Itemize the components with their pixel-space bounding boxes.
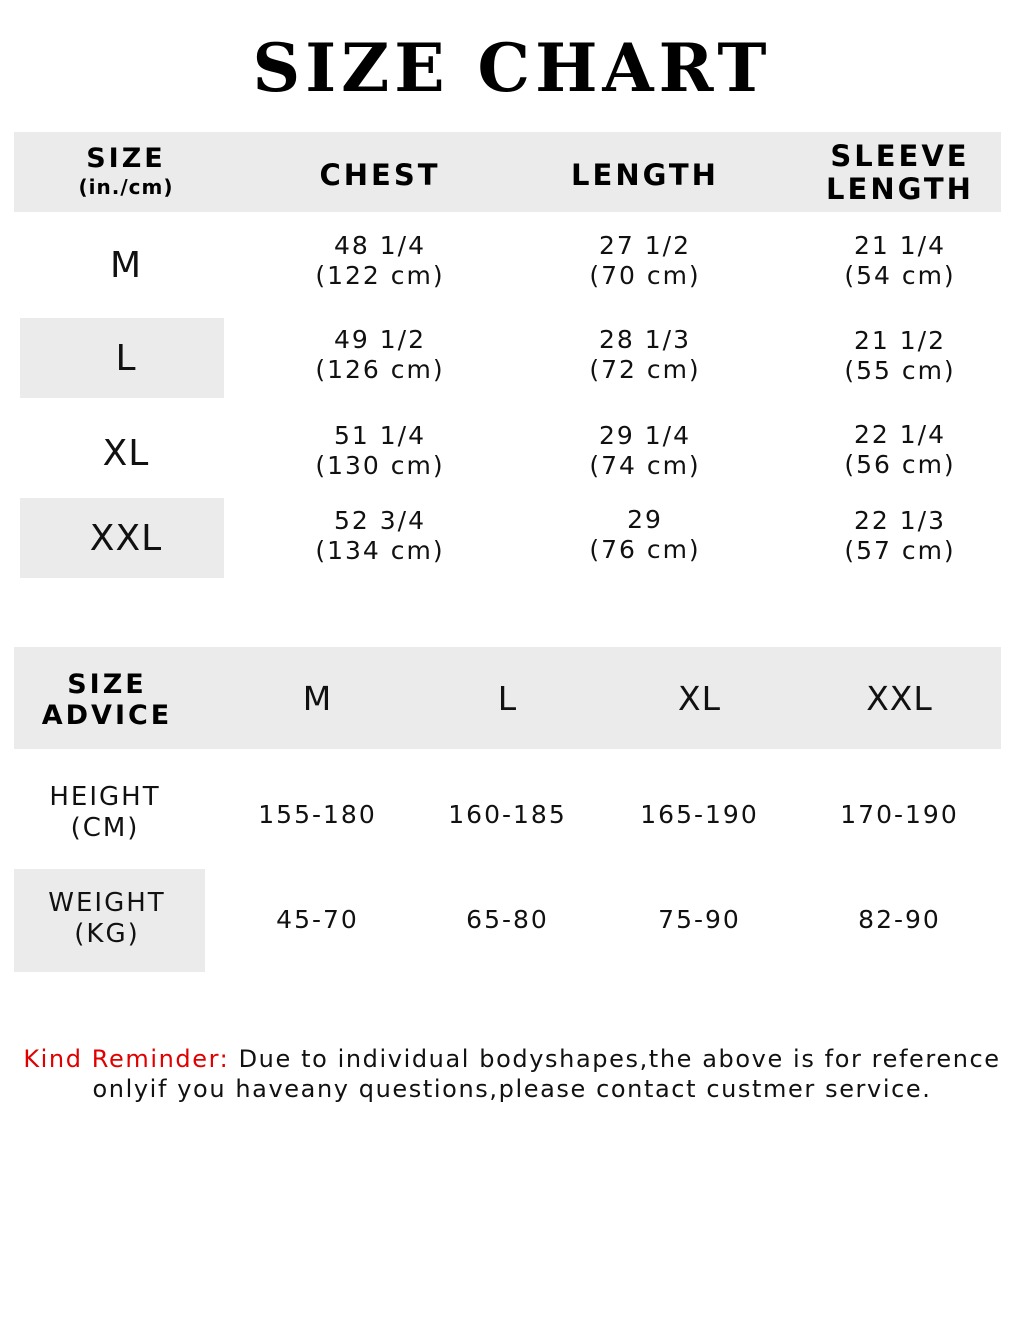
- weight-cell-m: 45-70: [276, 905, 359, 934]
- advice-size-xxl: XXL: [866, 678, 933, 718]
- size-column-header: [20, 140, 232, 204]
- chest-cell-m: 48 1/4 (122 cm): [315, 231, 445, 290]
- size-cell-xl: XL: [102, 432, 150, 474]
- size-header-label: SIZE: [86, 143, 166, 174]
- kind-reminder-label: Kind Reminder:: [23, 1045, 230, 1073]
- kind-reminder-note: [0, 1044, 1024, 1104]
- advice-size-m: M: [302, 678, 333, 718]
- sleeve-length-column-header: SLEEVE LENGTH: [826, 139, 974, 206]
- sleeve-cell-xl: 22 1/4 (56 cm): [844, 420, 956, 479]
- sleeve-cell-l: 21 1/2 (55 cm): [844, 326, 956, 385]
- length-column-header: LENGTH: [571, 158, 719, 192]
- size-cell-xxl: XXL: [89, 517, 163, 559]
- chest-cell-xxl: 52 3/4 (134 cm): [315, 506, 445, 565]
- height-cell-xxl: 170-190: [840, 800, 959, 829]
- height-cell-m: 155-180: [258, 800, 377, 829]
- length-cell-m: 27 1/2 (70 cm): [589, 231, 701, 290]
- chest-cell-l: 49 1/2 (126 cm): [315, 325, 445, 384]
- weight-row-label: WEIGHT (KG): [48, 888, 166, 949]
- page-title: SIZE CHART: [252, 29, 772, 107]
- weight-cell-l: 65-80: [466, 905, 549, 934]
- kind-reminder-line1: Due to individual bodyshapes,the above is for reference: [229, 1045, 1001, 1073]
- size-advice-header: SIZE ADVICE: [41, 669, 173, 731]
- chest-column-header: CHEST: [319, 158, 441, 192]
- weight-cell-xxl: 82-90: [858, 905, 941, 934]
- size-cell-m: M: [109, 244, 143, 286]
- height-cell-l: 160-185: [448, 800, 567, 829]
- length-cell-l: 28 1/3 (72 cm): [589, 325, 701, 384]
- height-row-label: HEIGHT (CM): [49, 782, 161, 843]
- kind-reminder-line2: onlyif you haveany questions,please contact custmer service.: [92, 1075, 932, 1103]
- advice-size-xl: XL: [678, 678, 721, 718]
- size-unit-label: (in./cm): [78, 175, 174, 199]
- length-cell-xl: 29 1/4 (74 cm): [589, 421, 701, 480]
- size-cell-l: L: [115, 337, 137, 379]
- sleeve-cell-m: 21 1/4 (54 cm): [844, 231, 956, 290]
- length-cell-xxl: 29 (76 cm): [589, 505, 701, 564]
- weight-cell-xl: 75-90: [658, 905, 741, 934]
- chest-cell-xl: 51 1/4 (130 cm): [315, 421, 445, 480]
- height-cell-xl: 165-190: [640, 800, 759, 829]
- sleeve-cell-xxl: 22 1/3 (57 cm): [844, 506, 956, 565]
- advice-size-l: L: [497, 678, 518, 718]
